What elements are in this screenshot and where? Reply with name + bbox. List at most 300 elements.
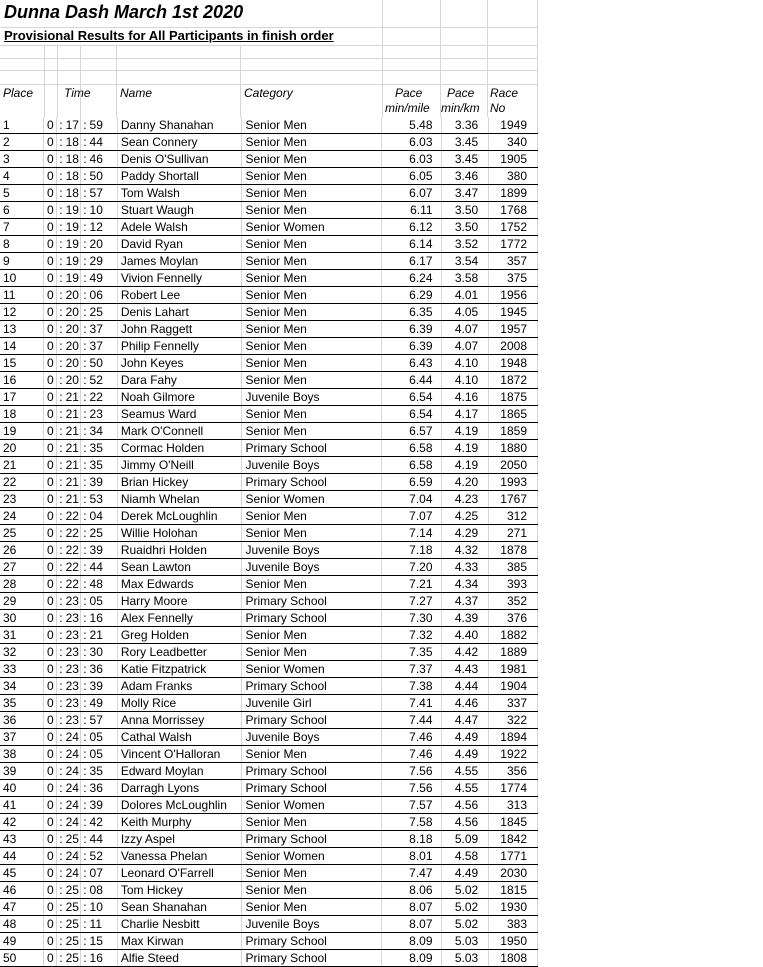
time-minutes-text: 18 xyxy=(65,186,79,200)
time-separator: : xyxy=(59,237,63,251)
time-seconds-cell xyxy=(81,338,118,355)
time-hours-text: 0 xyxy=(46,883,54,897)
time-seconds-cell xyxy=(81,950,118,967)
pace-mile-cell xyxy=(382,236,441,253)
pace-km-text: 4.23 xyxy=(454,492,479,506)
name-text: Noah Gilmore xyxy=(120,390,195,404)
name-text: Alex Fennelly xyxy=(120,611,193,625)
time-minutes-text: 23 xyxy=(65,594,79,608)
time-seconds-text: 10 xyxy=(89,900,103,914)
table-row xyxy=(0,729,538,746)
category-text: Senior Men xyxy=(245,288,307,302)
race-no-text: 1981 xyxy=(500,662,527,676)
time-separator: : xyxy=(83,322,87,336)
pace-mile-text: 7.32 xyxy=(409,628,433,642)
pace-mile-text: 8.18 xyxy=(409,832,433,846)
time-hours-text: 0 xyxy=(46,169,54,183)
pace-km-text: 4.42 xyxy=(454,645,479,659)
time-hours-text: 0 xyxy=(46,152,54,166)
pace-km-cell xyxy=(441,474,489,491)
name-cell xyxy=(117,253,242,270)
pace-km-text: 4.56 xyxy=(454,798,479,812)
place-text: 38 xyxy=(3,747,17,761)
race-no-cell xyxy=(489,950,538,967)
time-separator: : xyxy=(83,339,87,353)
race-no-cell xyxy=(489,610,538,627)
pace-mile-text: 6.59 xyxy=(409,475,433,489)
table-row xyxy=(0,899,538,916)
race-no-text: 1945 xyxy=(500,305,527,319)
place-cell xyxy=(0,559,44,576)
place-cell xyxy=(0,882,44,899)
category-text: Primary School xyxy=(245,781,327,795)
pace-mile-cell xyxy=(382,525,441,542)
name-text: Greg Holden xyxy=(120,628,189,642)
time-seconds-cell xyxy=(81,763,118,780)
gridline xyxy=(487,0,488,117)
time-seconds-text: 46 xyxy=(89,152,103,166)
name-text: Max Edwards xyxy=(120,577,194,591)
pace-km-text: 4.39 xyxy=(454,611,479,625)
place-text: 30 xyxy=(3,611,17,625)
place-text: 12 xyxy=(3,305,17,319)
place-text: 33 xyxy=(3,662,17,676)
name-cell xyxy=(117,746,242,763)
name-text: Vivion Fennelly xyxy=(120,271,203,285)
time-hours-text: 0 xyxy=(46,186,54,200)
name-cell xyxy=(117,814,242,831)
pace-km-text: 4.37 xyxy=(454,594,479,608)
time-separator: : xyxy=(83,560,87,574)
race-no-cell xyxy=(489,321,538,338)
name-cell xyxy=(117,202,242,219)
time-separator: : xyxy=(59,458,63,472)
race-no-cell xyxy=(489,253,538,270)
place-text: 7 xyxy=(3,220,10,234)
time-separator: : xyxy=(59,849,63,863)
time-separator: : xyxy=(83,934,87,948)
race-no-text: 1950 xyxy=(500,934,527,948)
pace-km-text: 4.29 xyxy=(454,526,479,540)
time-hours-text: 0 xyxy=(46,339,54,353)
pace-km-cell xyxy=(441,372,489,389)
time-minutes-text: 25 xyxy=(65,900,79,914)
time-separator: : xyxy=(59,713,63,727)
gridline xyxy=(240,45,241,117)
time-seconds-text: 16 xyxy=(89,611,103,625)
place-cell xyxy=(0,865,44,882)
time-separator: : xyxy=(83,645,87,659)
pace-km-text: 4.32 xyxy=(454,543,479,557)
category-cell xyxy=(242,746,382,763)
place-cell xyxy=(0,202,44,219)
category-text: Senior Men xyxy=(245,152,307,166)
category-cell xyxy=(242,236,382,253)
table-row xyxy=(0,236,538,253)
time-minutes-text: 22 xyxy=(65,577,79,591)
name-text: Mark O'Connell xyxy=(120,424,204,438)
time-hours-cell xyxy=(44,780,57,797)
table-row xyxy=(0,950,538,967)
pace-km-text: 5.02 xyxy=(454,917,479,931)
race-no-text: 1904 xyxy=(500,679,527,693)
category-text: Senior Men xyxy=(245,322,307,336)
name-text: Anna Morrissey xyxy=(120,713,205,727)
category-text: Primary School xyxy=(245,475,327,489)
place-text: 14 xyxy=(3,339,17,353)
time-hours-cell xyxy=(44,729,57,746)
category-text: Senior Men xyxy=(245,203,307,217)
place-text: 34 xyxy=(3,679,17,693)
place-text: 46 xyxy=(3,883,17,897)
time-hours-cell xyxy=(44,882,57,899)
table-row xyxy=(0,321,538,338)
gridline xyxy=(80,45,81,117)
time-separator: : xyxy=(59,169,63,183)
header-pace-km: min/km xyxy=(441,101,480,115)
time-separator: : xyxy=(83,832,87,846)
pace-km-text: 4.05 xyxy=(454,305,479,319)
race-no-text: 2008 xyxy=(500,339,527,353)
category-cell xyxy=(242,287,382,304)
time-hours-cell xyxy=(44,440,57,457)
time-hours-text: 0 xyxy=(46,764,54,778)
category-text: Senior Men xyxy=(245,407,307,421)
table-row xyxy=(0,933,538,950)
category-cell xyxy=(242,219,382,236)
time-seconds-text: 50 xyxy=(89,356,103,370)
name-text: Leonard O'Farrell xyxy=(120,866,214,880)
place-cell xyxy=(0,661,44,678)
place-text: 49 xyxy=(3,934,17,948)
time-minutes-cell xyxy=(57,831,81,848)
name-cell xyxy=(117,287,242,304)
name-cell xyxy=(117,355,242,372)
category-text: Senior Men xyxy=(245,509,307,523)
place-text: 43 xyxy=(3,832,17,846)
time-separator: : xyxy=(59,254,63,268)
time-seconds-cell xyxy=(81,695,118,712)
time-minutes-cell xyxy=(57,780,81,797)
time-separator: : xyxy=(59,696,63,710)
time-minutes-cell xyxy=(57,644,81,661)
race-no-text: 1772 xyxy=(500,237,527,251)
time-hours-cell xyxy=(44,355,57,372)
pace-mile-cell xyxy=(382,321,441,338)
race-no-text: 1899 xyxy=(500,186,527,200)
category-text: Senior Men xyxy=(245,577,307,591)
time-separator: : xyxy=(59,900,63,914)
time-hours-text: 0 xyxy=(46,849,54,863)
time-hours-cell xyxy=(44,253,57,270)
time-seconds-text: 37 xyxy=(89,339,103,353)
time-separator: : xyxy=(59,339,63,353)
name-cell xyxy=(117,610,242,627)
category-text: Senior Men xyxy=(245,628,307,642)
pace-km-cell xyxy=(441,695,489,712)
race-no-text: 1905 xyxy=(500,152,527,166)
time-separator: : xyxy=(59,203,63,217)
pace-km-cell xyxy=(441,525,489,542)
pace-mile-text: 6.54 xyxy=(409,390,433,404)
pace-mile-text: 8.01 xyxy=(409,849,433,863)
place-text: 22 xyxy=(3,475,17,489)
pace-km-cell xyxy=(441,559,489,576)
category-cell xyxy=(242,678,382,695)
header-time: Time xyxy=(64,86,91,100)
name-text: Adam Franks xyxy=(120,679,193,693)
time-hours-cell xyxy=(44,423,57,440)
category-text: Senior Men xyxy=(245,815,307,829)
name-cell xyxy=(117,797,242,814)
time-seconds-cell xyxy=(81,219,118,236)
pace-mile-text: 7.57 xyxy=(409,798,433,812)
pace-km-text: 4.19 xyxy=(454,424,479,438)
place-cell xyxy=(0,491,44,508)
category-text: Senior Women xyxy=(245,849,325,863)
name-cell xyxy=(117,134,242,151)
pace-mile-text: 8.06 xyxy=(409,883,433,897)
time-seconds-text: 39 xyxy=(89,475,103,489)
race-no-cell xyxy=(489,542,538,559)
race-no-cell xyxy=(489,559,538,576)
pace-mile-text: 7.18 xyxy=(409,543,433,557)
time-hours-cell xyxy=(44,933,57,950)
time-seconds-text: 36 xyxy=(89,781,103,795)
race-no-text: 337 xyxy=(506,696,527,710)
time-hours-cell xyxy=(44,219,57,236)
race-no-cell xyxy=(489,491,538,508)
place-text: 21 xyxy=(3,458,17,472)
place-text: 15 xyxy=(3,356,17,370)
name-text: James Moylan xyxy=(120,254,199,268)
pace-mile-cell xyxy=(382,644,441,661)
time-minutes-text: 21 xyxy=(65,407,79,421)
pace-km-cell xyxy=(441,423,489,440)
time-hours-text: 0 xyxy=(46,543,54,557)
gridline xyxy=(537,0,538,117)
pace-km-text: 4.34 xyxy=(454,577,479,591)
time-seconds-cell xyxy=(81,321,118,338)
category-cell xyxy=(242,831,382,848)
pace-mile-text: 7.20 xyxy=(409,560,433,574)
category-cell xyxy=(242,151,382,168)
pace-km-cell xyxy=(441,882,489,899)
place-text: 5 xyxy=(3,186,10,200)
race-no-text: 1930 xyxy=(500,900,527,914)
race-no-text: 2030 xyxy=(500,866,527,880)
pace-km-cell xyxy=(441,440,489,457)
name-cell xyxy=(117,525,242,542)
time-separator: : xyxy=(59,730,63,744)
pace-mile-text: 7.46 xyxy=(409,747,433,761)
name-cell xyxy=(117,661,242,678)
pace-mile-text: 6.05 xyxy=(409,169,433,183)
pace-km-text: 4.58 xyxy=(454,849,479,863)
time-seconds-cell xyxy=(81,168,118,185)
time-hours-cell xyxy=(44,202,57,219)
pace-mile-cell xyxy=(382,202,441,219)
category-cell xyxy=(242,389,382,406)
time-minutes-cell xyxy=(57,729,81,746)
category-text: Senior Men xyxy=(245,339,307,353)
time-minutes-text: 21 xyxy=(65,390,79,404)
time-hours-text: 0 xyxy=(46,509,54,523)
time-seconds-text: 35 xyxy=(89,458,103,472)
race-no-text: 352 xyxy=(506,594,527,608)
place-text: 31 xyxy=(3,628,17,642)
time-seconds-cell xyxy=(81,389,118,406)
race-no-cell xyxy=(489,933,538,950)
pace-km-text: 4.19 xyxy=(454,441,479,455)
time-hours-cell xyxy=(44,389,57,406)
pace-mile-cell xyxy=(382,593,441,610)
time-seconds-text: 49 xyxy=(89,696,103,710)
pace-mile-cell xyxy=(382,831,441,848)
place-text: 40 xyxy=(3,781,17,795)
time-hours-text: 0 xyxy=(46,356,54,370)
time-separator: : xyxy=(59,186,63,200)
race-no-cell xyxy=(489,848,538,865)
category-cell xyxy=(242,661,382,678)
name-text: Tom Walsh xyxy=(120,186,180,200)
place-cell xyxy=(0,287,44,304)
race-no-cell xyxy=(489,338,538,355)
time-separator: : xyxy=(83,747,87,761)
time-minutes-cell xyxy=(57,491,81,508)
time-separator: : xyxy=(59,611,63,625)
time-separator: : xyxy=(83,611,87,625)
time-seconds-text: 25 xyxy=(89,305,103,319)
pace-km-cell xyxy=(441,916,489,933)
header-race-no: No xyxy=(490,101,506,115)
pace-mile-cell xyxy=(382,576,441,593)
pace-mile-text: 7.46 xyxy=(409,730,433,744)
pace-mile-cell xyxy=(382,168,441,185)
name-text: Edward Moylan xyxy=(120,764,204,778)
time-seconds-cell xyxy=(81,627,118,644)
pace-km-text: 3.52 xyxy=(454,237,479,251)
name-cell xyxy=(117,474,242,491)
table-row xyxy=(0,355,538,372)
time-hours-text: 0 xyxy=(46,747,54,761)
category-text: Senior Women xyxy=(245,662,325,676)
race-no-text: 1771 xyxy=(500,849,527,863)
time-minutes-text: 19 xyxy=(65,237,79,251)
place-text: 25 xyxy=(3,526,17,540)
pace-mile-text: 7.58 xyxy=(409,815,433,829)
race-no-cell xyxy=(489,287,538,304)
time-hours-text: 0 xyxy=(46,271,54,285)
category-cell xyxy=(242,899,382,916)
time-minutes-cell xyxy=(57,933,81,950)
place-text: 27 xyxy=(3,560,17,574)
time-seconds-cell xyxy=(81,304,118,321)
pace-km-cell xyxy=(441,848,489,865)
place-cell xyxy=(0,474,44,491)
pace-mile-text: 6.24 xyxy=(409,271,433,285)
place-text: 36 xyxy=(3,713,17,727)
category-cell xyxy=(242,593,382,610)
category-text: Senior Men xyxy=(245,118,307,132)
name-cell xyxy=(117,627,242,644)
time-separator: : xyxy=(59,764,63,778)
time-seconds-text: 39 xyxy=(89,543,103,557)
category-text: Juvenile Boys xyxy=(245,390,320,404)
time-separator: : xyxy=(83,917,87,931)
pace-km-cell xyxy=(441,151,489,168)
time-hours-cell xyxy=(44,372,57,389)
category-text: Senior Men xyxy=(245,356,307,370)
race-no-text: 1957 xyxy=(500,322,527,336)
name-text: John Raggett xyxy=(120,322,193,336)
place-cell xyxy=(0,185,44,202)
time-seconds-text: 44 xyxy=(89,135,103,149)
place-text: 41 xyxy=(3,798,17,812)
time-minutes-cell xyxy=(57,593,81,610)
time-separator: : xyxy=(83,849,87,863)
name-cell xyxy=(117,440,242,457)
place-text: 16 xyxy=(3,373,17,387)
time-hours-cell xyxy=(44,763,57,780)
place-text: 20 xyxy=(3,441,17,455)
time-hours-cell xyxy=(44,134,57,151)
time-seconds-cell xyxy=(81,525,118,542)
gridline xyxy=(382,0,383,117)
time-minutes-text: 19 xyxy=(65,203,79,217)
header-name: Name xyxy=(120,86,153,100)
time-minutes-cell xyxy=(57,117,81,134)
name-text: Stuart Waugh xyxy=(120,203,194,217)
time-hours-cell xyxy=(44,916,57,933)
time-hours-cell xyxy=(44,695,57,712)
place-cell xyxy=(0,814,44,831)
pace-km-text: 3.54 xyxy=(454,254,479,268)
place-text: 45 xyxy=(3,866,17,880)
time-minutes-cell xyxy=(57,797,81,814)
race-no-text: 1875 xyxy=(500,390,527,404)
time-minutes-text: 17 xyxy=(65,118,79,132)
time-minutes-text: 23 xyxy=(65,611,79,625)
place-text: 24 xyxy=(3,509,17,523)
race-no-cell xyxy=(489,117,538,134)
category-cell xyxy=(242,117,382,134)
place-text: 11 xyxy=(3,288,16,302)
time-separator: : xyxy=(83,951,87,965)
time-seconds-cell xyxy=(81,423,118,440)
race-no-text: 1878 xyxy=(500,543,527,557)
category-text: Senior Men xyxy=(245,186,307,200)
time-separator: : xyxy=(59,356,63,370)
time-hours-text: 0 xyxy=(46,645,54,659)
place-text: 47 xyxy=(3,900,17,914)
header-race-line1: Race xyxy=(490,86,519,100)
time-seconds-text: 06 xyxy=(89,288,103,302)
pace-km-cell xyxy=(441,134,489,151)
race-no-text: 1956 xyxy=(500,288,527,302)
time-seconds-text: 07 xyxy=(89,866,103,880)
name-text: Vanessa Phelan xyxy=(120,849,208,863)
time-hours-cell xyxy=(44,712,57,729)
time-seconds-cell xyxy=(81,610,118,627)
pace-km-text: 4.25 xyxy=(454,509,479,523)
time-separator: : xyxy=(59,560,63,574)
pace-km-cell xyxy=(441,950,489,967)
pace-km-cell xyxy=(441,678,489,695)
pace-mile-cell xyxy=(382,423,441,440)
pace-km-text: 4.19 xyxy=(454,458,479,472)
time-minutes-cell xyxy=(57,610,81,627)
